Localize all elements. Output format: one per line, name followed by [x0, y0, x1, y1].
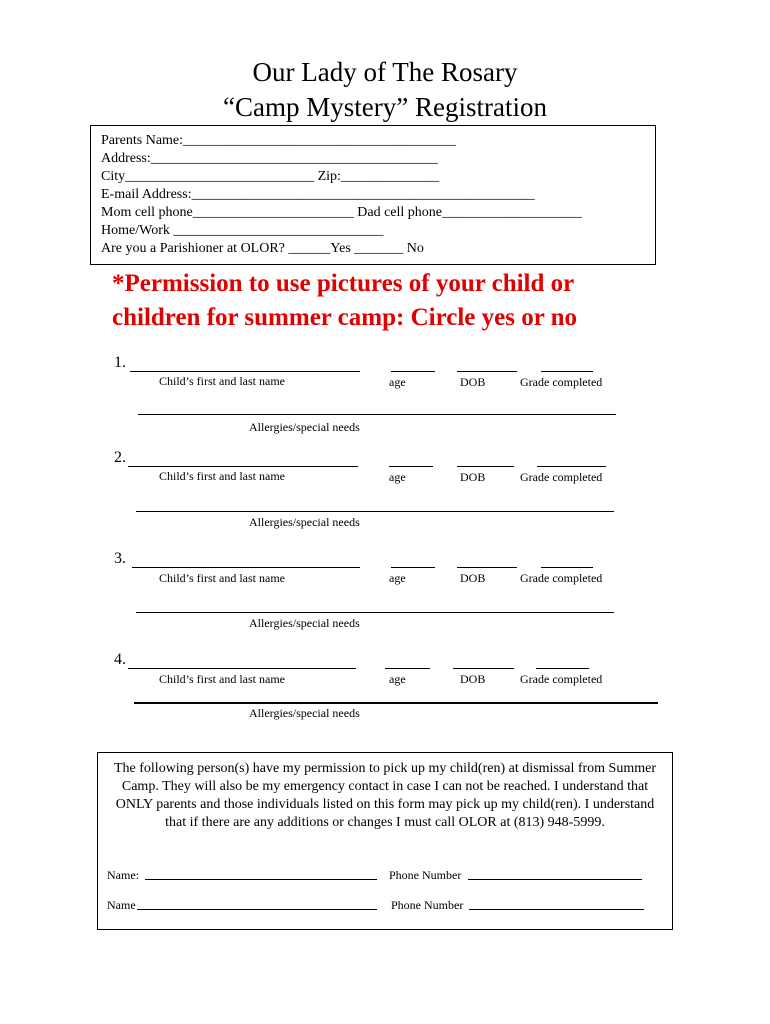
grade-line[interactable] [541, 567, 593, 568]
age-caption: age [389, 672, 406, 686]
child-name-caption: Child’s first and last name [159, 469, 285, 483]
child-name-line[interactable] [132, 567, 360, 568]
city-zip-field[interactable]: City___________________________ Zip:______________ [101, 169, 439, 184]
title-line-2: “Camp Mystery” Registration [223, 92, 547, 122]
allergies-caption: Allergies/special needs [249, 616, 360, 630]
dob-line[interactable] [453, 668, 514, 669]
pickup-phone-line-1[interactable] [468, 879, 642, 880]
pickup-name-label-1: Name: [107, 868, 139, 882]
child-number: 2. [114, 449, 126, 466]
pickup-name-line-1[interactable] [145, 879, 377, 880]
child-name-caption: Child’s first and last name [159, 571, 285, 585]
child-name-line[interactable] [128, 466, 358, 467]
allergies-line[interactable] [136, 511, 614, 512]
dob-caption: DOB [460, 672, 486, 686]
permission-line-1: *Permission to use pictures of your child or [112, 270, 575, 297]
dob-line[interactable] [457, 371, 517, 372]
dob-caption: DOB [460, 375, 486, 389]
child-number: 1. [114, 354, 126, 371]
age-caption: age [389, 470, 406, 484]
grade-line[interactable] [541, 371, 593, 372]
parents-info-box [90, 125, 656, 265]
allergies-line[interactable] [136, 612, 614, 613]
child-number: 4. [114, 651, 126, 668]
grade-caption: Grade completed [520, 672, 603, 686]
child-name-line[interactable] [130, 371, 360, 372]
child-number: 3. [114, 550, 126, 567]
pickup-permission-text: The following person(s) have my permission to pick up my child(ren) at dismissal from Summer Camp. They will also be my emergency contact in case I can not be reached. I understand that ONLY parents and those individuals listed on this form may pick up my child(ren). I understand that if there are any additions or changes I must call OLOR at (813) 948-5999. [113, 761, 656, 830]
address-field[interactable]: Address:_________________________________________ [101, 151, 438, 166]
allergies-line[interactable] [138, 414, 616, 415]
email-field[interactable]: E-mail Address:_________________________________________________ [101, 187, 535, 202]
parishioner-question[interactable]: Are you a Parishioner at OLOR? ______Yes _______ No [101, 241, 424, 256]
pickup-phone-label-2: Phone Number [391, 898, 464, 912]
pickup-phone-line-2[interactable] [469, 909, 644, 910]
allergies-caption: Allergies/special needs [249, 706, 360, 720]
dob-line[interactable] [457, 567, 517, 568]
grade-caption: Grade completed [520, 470, 603, 484]
title-line-1: Our Lady of The Rosary [252, 57, 518, 87]
age-caption: age [389, 571, 406, 585]
allergies-line[interactable] [134, 702, 658, 704]
pickup-phone-label-1: Phone Number [389, 868, 462, 882]
dob-caption: DOB [460, 571, 486, 585]
child-name-caption: Child’s first and last name [159, 672, 285, 686]
parents-name-field[interactable]: Parents Name:_______________________________________ [101, 133, 457, 148]
grade-caption: Grade completed [520, 571, 603, 585]
allergies-caption: Allergies/special needs [249, 420, 360, 434]
allergies-caption: Allergies/special needs [249, 515, 360, 529]
dob-line[interactable] [457, 466, 514, 467]
age-line[interactable] [389, 466, 433, 467]
grade-caption: Grade completed [520, 375, 603, 389]
cell-phone-fields[interactable]: Mom cell phone_______________________ Dad cell phone____________________ [101, 205, 583, 220]
pickup-name-label-2: Name [107, 898, 136, 912]
age-caption: age [389, 375, 406, 389]
grade-line[interactable] [537, 466, 606, 467]
pickup-permission-box [97, 752, 673, 930]
grade-line[interactable] [536, 668, 589, 669]
age-line[interactable] [391, 371, 435, 372]
age-line[interactable] [385, 668, 430, 669]
permission-line-2: children for summer camp: Circle yes or no [112, 304, 577, 331]
dob-caption: DOB [460, 470, 486, 484]
home-work-field[interactable]: Home/Work ______________________________ [101, 223, 384, 238]
age-line[interactable] [391, 567, 435, 568]
child-name-caption: Child’s first and last name [159, 374, 285, 388]
child-name-line[interactable] [128, 668, 356, 669]
pickup-name-line-2[interactable] [137, 909, 377, 910]
